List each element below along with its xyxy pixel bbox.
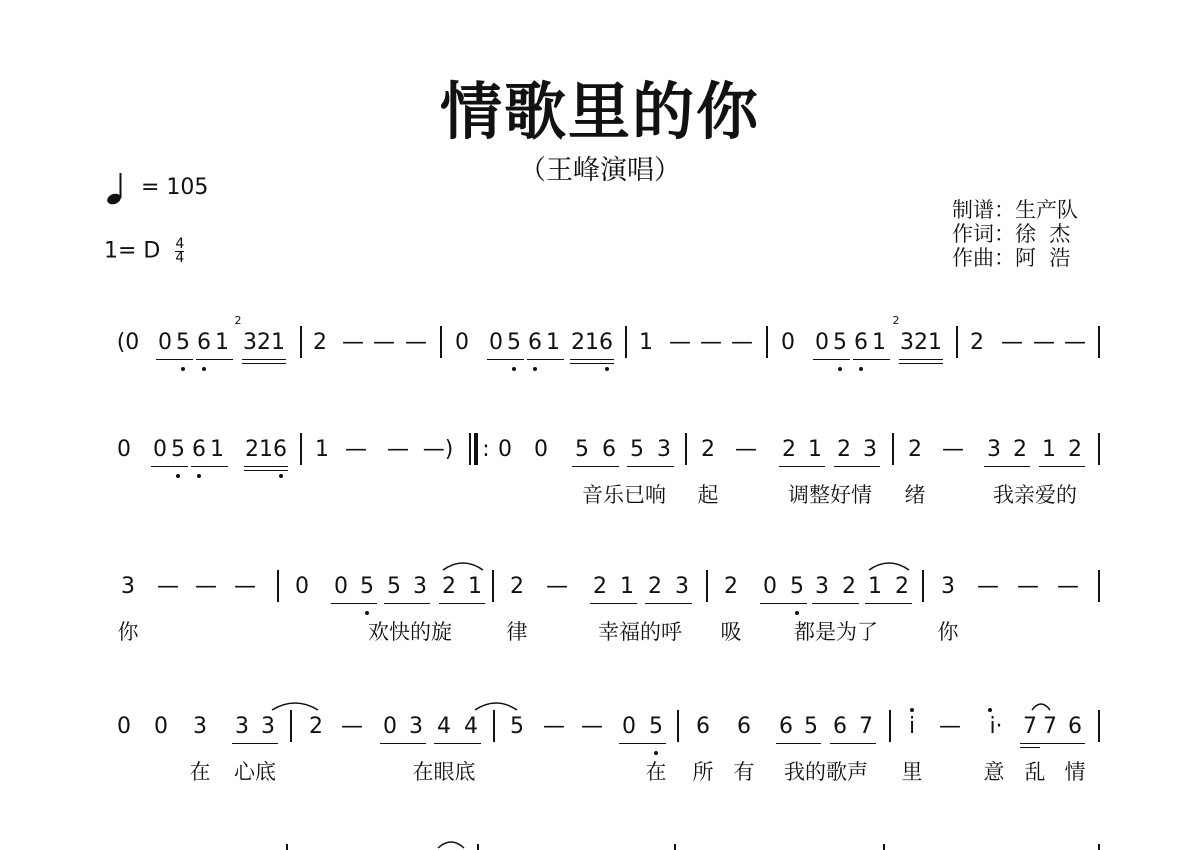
credits [952, 198, 1078, 270]
note: 0 [815, 330, 829, 355]
lyric: 起 [697, 483, 719, 507]
note: 0 [295, 574, 309, 599]
slur [270, 700, 320, 712]
note: 6 [779, 714, 793, 739]
note: 5 [510, 714, 524, 739]
note: — [669, 330, 691, 355]
note: 2 [648, 574, 662, 599]
note: 4 [464, 714, 478, 739]
note: 6 [854, 330, 868, 355]
time-numerator: 4 [175, 236, 185, 252]
key-signature [104, 238, 184, 265]
note: 216 [245, 437, 287, 462]
note: — [387, 437, 409, 462]
note: 1 [872, 330, 886, 355]
note: 2 [442, 574, 456, 599]
note: 3 [941, 574, 955, 599]
note: — [1017, 574, 1039, 599]
quarter-note-icon [104, 170, 134, 206]
note: 0 [117, 437, 131, 462]
grace-note: 2 [234, 314, 242, 327]
lyric: 绪 [904, 483, 926, 507]
note: 5 [507, 330, 521, 355]
note: — [731, 330, 753, 355]
note: 3 [863, 437, 877, 462]
note: — [543, 714, 565, 739]
note: 3 [815, 574, 829, 599]
note: 6 [1068, 714, 1082, 739]
note: 2 [724, 574, 738, 599]
lyric: 你 [937, 620, 959, 644]
note: 2 [970, 330, 984, 355]
slur [436, 838, 466, 850]
note: 1 [215, 330, 229, 355]
note: 6 [737, 714, 751, 739]
lyric: 里 [901, 760, 923, 784]
note: 5 [804, 714, 818, 739]
note: 5 [790, 574, 804, 599]
note: i [908, 714, 916, 739]
note: 2 [701, 437, 715, 462]
note: — [1057, 574, 1079, 599]
slur [1030, 700, 1052, 712]
note: 2 [842, 574, 856, 599]
note: 7 [1043, 714, 1057, 739]
note: 0 [383, 714, 397, 739]
lyric: 乱 [1024, 760, 1046, 784]
note: 7 [859, 714, 873, 739]
score-line-1 [0, 314, 1200, 400]
note: 2 [1068, 437, 1082, 462]
note: 0 [781, 330, 795, 355]
lyric: 你 [117, 620, 139, 644]
note: — [341, 714, 363, 739]
score-line-3 [0, 574, 1200, 644]
note: — [345, 437, 367, 462]
note: 1 [546, 330, 560, 355]
note: 321 [900, 330, 942, 355]
note: — [942, 437, 964, 462]
note: 5 [387, 574, 401, 599]
lyric: 意 [983, 760, 1005, 784]
note: 3 [235, 714, 249, 739]
note: — [1064, 330, 1086, 355]
note: 6 [602, 437, 616, 462]
note: 5 [575, 437, 589, 462]
note: 0 [498, 437, 512, 462]
note: 3 [675, 574, 689, 599]
note: 0 [117, 714, 131, 739]
note: 2 [895, 574, 909, 599]
lyric: 所 [692, 760, 714, 784]
note: 3 [987, 437, 1001, 462]
score-line-2: 0 0 5 6 1 216 1 — — —) : 0 0 5 6 5 3 2 — 2 1 2 3 2 — 3 2 1 2 音乐已响 起 调整好情 绪 我亲爱的 [0, 437, 1200, 507]
note: 5 [360, 574, 374, 599]
note: 0 [763, 574, 777, 599]
slur [473, 700, 519, 712]
note: — [546, 574, 568, 599]
note: 3 [261, 714, 275, 739]
grace-note: 2 [892, 314, 900, 327]
lyric: 有 [733, 760, 755, 784]
note: 2 [837, 437, 851, 462]
note: — [700, 330, 722, 355]
note: 1 [868, 574, 882, 599]
note: 1 [620, 574, 634, 599]
note: 5 [649, 714, 663, 739]
note: 2 [908, 437, 922, 462]
note: 3 [409, 714, 423, 739]
lyric: 心底 [234, 760, 276, 784]
lyric: 在 [189, 760, 211, 784]
tempo-marking [104, 170, 208, 206]
note: 5 [833, 330, 847, 355]
lyric: 情 [1064, 760, 1086, 784]
note: — [939, 714, 961, 739]
lyric: 都是为了 [794, 620, 878, 644]
lyric: 吸 [720, 620, 742, 644]
lyric: 音乐已响 [582, 483, 666, 507]
note: 3 [413, 574, 427, 599]
note: 1 [468, 574, 482, 599]
note: 6 [197, 330, 211, 355]
lyric: 在 [645, 760, 667, 784]
credit-arranger: 制谱：生产队 [952, 198, 1078, 222]
note: 3 [121, 574, 135, 599]
note: — [234, 574, 256, 599]
note: 0 [154, 714, 168, 739]
note: 6 [833, 714, 847, 739]
note: 4 [437, 714, 451, 739]
time-signature [175, 238, 184, 265]
note: — [1033, 330, 1055, 355]
note: 0 [158, 330, 172, 355]
time-denominator: 4 [175, 250, 185, 266]
note: 0 [334, 574, 348, 599]
note: 5 [630, 437, 644, 462]
note: (0 [116, 330, 140, 355]
note: 7 [1023, 714, 1037, 739]
note: 1 [315, 437, 329, 462]
credit-composer: 作曲：阿 浩 [952, 246, 1071, 270]
note: 5 [176, 330, 190, 355]
note: 1 [639, 330, 653, 355]
note: — [581, 714, 603, 739]
credit-lyricist: 作词：徐 杰 [952, 222, 1071, 246]
lyric: 在眼底 [412, 760, 476, 784]
note: — [1001, 330, 1023, 355]
song-subtitle: （王峰演唱） [519, 155, 681, 186]
lyric: 调整好情 [788, 483, 872, 507]
score-line-5-partial [0, 836, 1200, 850]
note: — [735, 437, 757, 462]
note: — [405, 330, 427, 355]
lyric: 律 [506, 620, 528, 644]
note: 0 [153, 437, 167, 462]
note: 2 [1013, 437, 1027, 462]
note: 1 [1042, 437, 1056, 462]
score-line-4 [0, 714, 1200, 784]
note: 6 [696, 714, 710, 739]
song-title: 情歌里的你 [439, 75, 760, 148]
note: — [195, 574, 217, 599]
note: 0 [622, 714, 636, 739]
key-label: 1= D [104, 238, 161, 264]
note: 6 [528, 330, 542, 355]
note: — [342, 330, 364, 355]
tempo-value: = 105 [141, 175, 209, 200]
note: 216 [571, 330, 613, 355]
note: —) [422, 437, 454, 462]
note: 5 [171, 437, 185, 462]
note: 0 [455, 330, 469, 355]
note: — [157, 574, 179, 599]
lyric: 幸福的呼 [598, 620, 682, 644]
note: 0 [534, 437, 548, 462]
note: 321 [243, 330, 285, 355]
slur [441, 560, 485, 572]
note: — [977, 574, 999, 599]
note: 6 [192, 437, 206, 462]
note: 2 [782, 437, 796, 462]
note: 0 [489, 330, 503, 355]
note: — [373, 330, 395, 355]
note: 2 [510, 574, 524, 599]
lyric: 我的歌声 [784, 760, 868, 784]
note: 3 [657, 437, 671, 462]
lyric: 我亲爱的 [993, 483, 1077, 507]
note: 2 [313, 330, 327, 355]
note: 2 [309, 714, 323, 739]
slur [867, 560, 911, 572]
lyric: 欢快的旋 [368, 620, 452, 644]
note: 2 [593, 574, 607, 599]
note: i· [989, 714, 1003, 739]
note: 3 [193, 714, 207, 739]
note: 1 [808, 437, 822, 462]
note: 1 [210, 437, 224, 462]
